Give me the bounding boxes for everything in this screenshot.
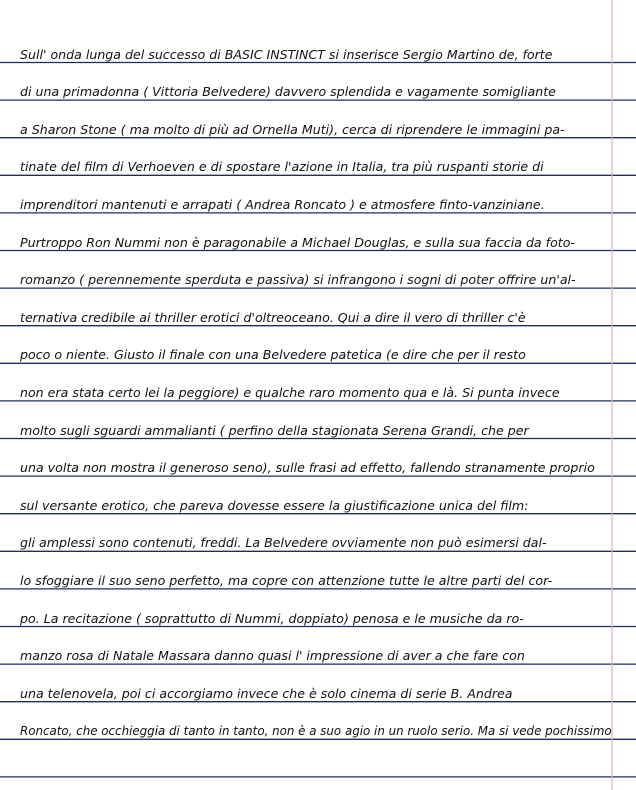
text-line: Sull' onda lunga del successo di BASIC INSTINCT si inserisce Sergio Martino de, forte bbox=[20, 46, 553, 62]
text-line: Purtroppo Ron Nummi non è paragonabile a Michael Douglas, e sulla sua faccia da foto- bbox=[20, 234, 575, 250]
text-line: lo sfoggiare il suo seno perfetto, ma copre con attenzione tutte le altre parti del cor- bbox=[20, 572, 553, 588]
text-line: imprenditori mantenuti e arrapati ( Andrea Roncato ) e atmosfere finto-vanziniane. bbox=[20, 196, 545, 212]
text-line: tinate del film di Verhoeven e di spostare l'azione in Italia, tra più ruspanti storie di bbox=[20, 159, 544, 175]
text-line: una volta non mostra il generoso seno), sulle frasi ad effetto, fallendo stranamente proprio bbox=[20, 460, 595, 476]
text-line: non era stata certo lei la peggiore) e qualche raro momento qua e là. Si punta invece bbox=[20, 384, 560, 400]
text-line: una telenovela, poi ci accorgiamo invece che è solo cinema di serie B. Andrea bbox=[20, 685, 513, 701]
text-line: po. La recitazione ( soprattutto di Nummi, doppiato) penosa e le musiche da ro- bbox=[20, 610, 524, 626]
text-line: molto sugli sguardi ammalianti ( perfino della stagionata Serena Grandi, che per bbox=[20, 422, 529, 438]
text-line: Roncato, che occhieggia di tanto in tanto, non è a suo agio in un ruolo serio. Ma si vede pochissimo bbox=[20, 723, 612, 739]
text-line: di una primadonna ( Vittoria Belvedere) davvero splendida e vagamente somigliante bbox=[20, 84, 556, 100]
text-line: manzo rosa di Natale Massara danno quasi l' impressione di aver a che fare con bbox=[20, 648, 525, 664]
text-line: a Sharon Stone ( ma molto di più ad Ornella Muti), cerca di riprendere le immagini pa- bbox=[20, 121, 565, 137]
text-line: sul versante erotico, che pareva dovesse essere la giustificazione unica del film: bbox=[20, 497, 529, 513]
text-line: romanzo ( perennemente sperduta e passiva) si infrangono i sogni di poter offrire un'al- bbox=[20, 272, 576, 288]
text-line: poco o niente. Giusto il finale con una Belvedere patetica (e dire che per il resto bbox=[20, 347, 526, 363]
text-line: gli amplessi sono contenuti, freddi. La Belvedere ovviamente non può esimersi dal- bbox=[20, 535, 547, 551]
text-line: ternativa credibile ai thriller erotici d'oltreoceano. Qui a dire il vero di thriller c'è bbox=[20, 309, 526, 325]
